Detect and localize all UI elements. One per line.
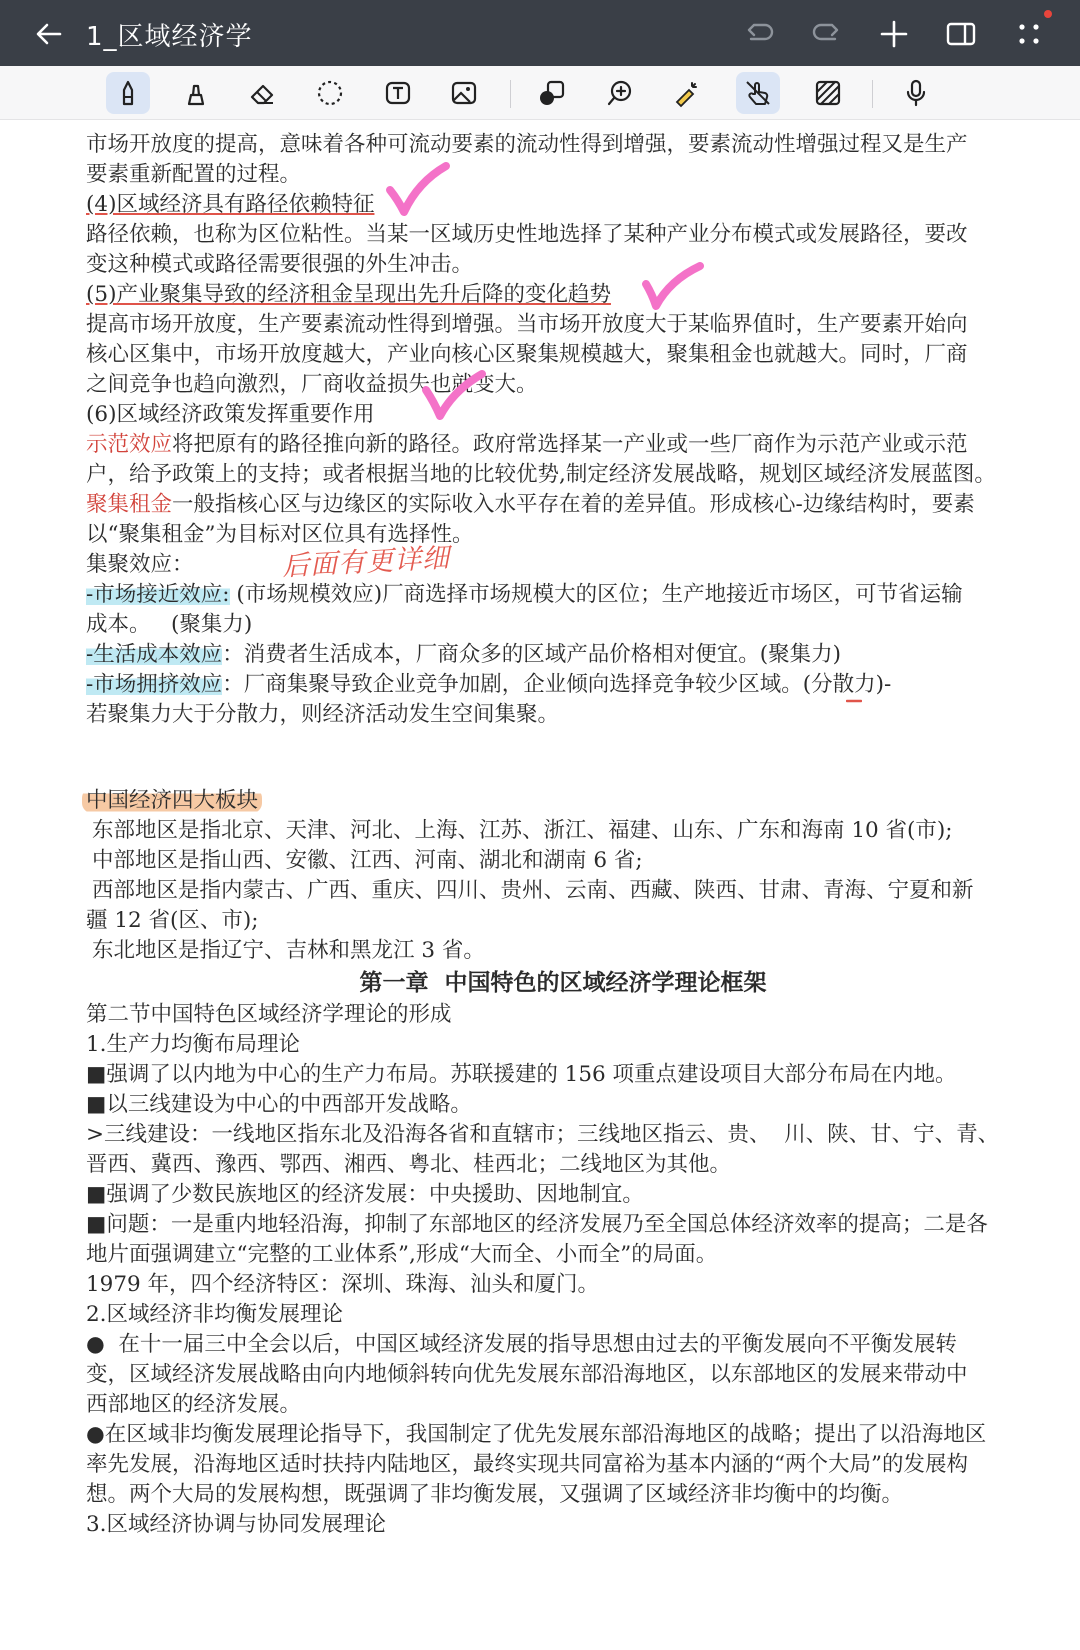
paragraph-line: 西部地区的经济发展。	[86, 1392, 302, 1417]
shapes-icon[interactable]	[530, 72, 574, 114]
bullet-line: ■强调了以内地为中心的生产力布局。苏联援建的 156 项重点建设项目大部分布局在内地。	[86, 1062, 957, 1087]
section-title: 第二节中国特色区域经济学理论的形成	[86, 1002, 452, 1027]
paragraph-line: 要素重新配置的过程。	[86, 162, 302, 187]
paragraph-line: 变，区域经济发展战略由向内地倾斜转向优先发展东部沿海地区，以东部地区的发展来带动中	[86, 1362, 968, 1387]
note-page[interactable]	[86, 130, 1040, 1540]
red-term-demo-effect: 示范效应	[86, 432, 173, 457]
sidebar-panel-icon[interactable]	[944, 17, 978, 51]
paragraph-line: 聚集租金一般指核心区与边缘区的实际收入水平存在着的差异值。形成核心-边缘结构时，要素	[86, 492, 975, 517]
paragraph-line: 中部地区是指山西、安徽、江西、河南、湖北和湖南 6 省;	[92, 848, 643, 873]
app-bar	[0, 0, 1080, 66]
highlighted-term: -生活成本效应	[86, 642, 223, 667]
lasso-icon[interactable]	[308, 72, 352, 114]
spacer	[86, 730, 1040, 786]
paragraph-line: 1979 年，四个经济特区：深圳、珠海、汕头和厦门。	[86, 1272, 600, 1297]
back-arrow-icon[interactable]	[32, 17, 66, 51]
laser-pointer-icon[interactable]	[664, 72, 708, 114]
zoom-icon[interactable]	[598, 72, 642, 114]
paragraph-line: 核心区集中，市场开放度越大，产业向核心区聚集规模越大，聚集租金也就越大。同时，厂商	[86, 342, 968, 367]
bullet-line: ■以三线建设为中心的中西部开发战略。	[86, 1092, 472, 1117]
heading-policy: (6)区域经济政策发挥重要作用	[86, 402, 375, 427]
add-icon[interactable]	[877, 17, 911, 51]
paragraph-line: 以“聚集租金”为目标对区位具有选择性。	[86, 522, 474, 547]
paragraph-line: 市场开放度的提高，意味着各种可流动要素的流动性得到增强，要素流动性增强过程又是生产	[86, 132, 968, 157]
paragraph-line: -市场拥挤效应：厂商集聚导致企业竞争加剧，企业倾向选择竞争较少区域。(分散力)-	[86, 672, 892, 697]
redo-icon[interactable]	[810, 17, 844, 51]
paragraph-line: 成本。 (聚集力)	[86, 612, 253, 637]
highlighter-icon[interactable]	[174, 72, 218, 114]
notification-dot	[1044, 10, 1052, 18]
paragraph-line: 东部地区是指北京、天津、河北、上海、江苏、浙江、福建、山东、广东和海南 10 省(市);	[92, 818, 953, 843]
heading-economic-rent	[86, 280, 1040, 310]
paragraph-line: 东北地区是指辽宁、吉林和黑龙江 3 省。	[92, 938, 485, 963]
underlined-heading: (4)区域经济具有路径依赖特征	[86, 192, 375, 217]
touch-write-icon[interactable]	[736, 72, 780, 114]
bullet-line: ●在区域非均衡发展理论指导下，我国制定了优先发展东部沿海地区的战略；提出了以沿海地区	[86, 1422, 987, 1447]
heading-path-dependence	[86, 190, 1040, 220]
paragraph-line: 地片面强调建立“完整的工业体系”,形成“大而全、小而全”的局面。	[86, 1242, 718, 1267]
bullet-line: ■强调了少数民族地区的经济发展：中央援助、因地制宜。	[86, 1182, 644, 1207]
bullet-line: ■问题：一是重内地轻沿海，抑制了东部地区的经济发展乃至全国总体经济效率的提高；二是各	[86, 1212, 988, 1237]
microphone-icon[interactable]	[894, 72, 938, 114]
paragraph-line: 变这种模式或路径需要很强的外生冲击。	[86, 252, 474, 277]
pattern-icon[interactable]	[806, 72, 850, 114]
paragraph-line: 之间竞争也趋向激烈，厂商收益损失也就变大。	[86, 372, 538, 397]
handwritten-note: 后面有更详细	[281, 542, 451, 583]
paragraph-line: 若聚集力大于分散力，则经济活动发生空间集聚。	[86, 702, 560, 727]
bullet-line: >三线建设：一线地区指东北及沿海各省和直辖市；三线地区指云、贵、 川、陕、甘、宁、青、	[86, 1122, 1000, 1147]
highlighted-term: -市场接近效应:	[86, 582, 230, 607]
paragraph-line: -市场接近效应: (市场规模效应)厂商选择市场规模大的区位；生产地接近市场区，可节省运输	[86, 582, 963, 607]
subsection-title: 2.区域经济非均衡发展理论	[86, 1302, 344, 1327]
red-term-agglomeration-rent: 聚集租金	[86, 492, 173, 517]
image-icon[interactable]	[442, 72, 486, 114]
undo-icon[interactable]	[742, 17, 776, 51]
underlined-heading: (5)产业聚集导致的经济租金呈现出先升后降的变化趋势	[86, 282, 611, 307]
paragraph-line: 西部地区是指内蒙古、广西、重庆、四川、贵州、云南、西藏、陕西、甘肃、青海、宁夏和新	[92, 878, 974, 903]
highlighted-term: -市场拥挤效应	[86, 672, 223, 697]
textbox-icon[interactable]	[376, 72, 420, 114]
paragraph-line: 集聚效应：	[86, 552, 194, 577]
paragraph-line: 晋西、冀西、豫西、鄂西、湘西、粤北、桂西北；二线地区为其他。	[86, 1152, 732, 1177]
chapter-title: 第一章 中国特色的区域经济学理论框架	[359, 969, 767, 996]
more-icon[interactable]	[1012, 17, 1046, 51]
document-title: 1_区域经济学	[86, 22, 253, 52]
paragraph-line: 示范效应将把原有的路径推向新的路径。政府常选择某一产业或一些厂商作为示范产业或示范	[86, 432, 968, 457]
toolbar-divider	[872, 80, 873, 108]
paragraph-line: 疆 12 省(区、市);	[86, 908, 259, 933]
section-heading-four-regions	[86, 786, 1040, 816]
paragraph-line: 户，给予政策上的支持；或者根据当地的比较优势,制定经济发展战略，规划区域经济发展蓝图。	[86, 462, 996, 487]
eraser-icon[interactable]	[240, 72, 284, 114]
subsection-title: 3.区域经济协调与协同发展理论	[86, 1512, 387, 1537]
toolbar-divider	[510, 80, 511, 108]
paragraph-line: 提高市场开放度，生产要素流动性得到增强。当市场开放度大于某临界值时，生产要素开始向	[86, 312, 968, 337]
paragraph-line: 想。两个大局的发展构想，既强调了非均衡发展，又强调了区域经济非均衡中的均衡。	[86, 1482, 904, 1507]
bullet-line: ● 在十一届三中全会以后，中国区域经济发展的指导思想由过去的平衡发展向不平衡发展转	[86, 1332, 957, 1357]
paragraph-line: -生活成本效应：消费者生活成本，厂商众多的区域产品价格相对便宜。(聚集力)	[86, 642, 842, 667]
pen-icon[interactable]	[106, 72, 150, 114]
paragraph-line: 路径依赖，也称为区位粘性。当某一区域历史性地选择了某种产业分布模式或发展路径，要改	[86, 222, 968, 247]
paragraph-line: 率先发展，沿海地区适时扶持内陆地区，最终实现共同富裕为基本内涵的“两个大局”的发展构	[86, 1452, 968, 1477]
highlighted-heading: 中国经济四大板块	[82, 788, 262, 813]
subsection-title: 1.生产力均衡布局理论	[86, 1032, 301, 1057]
tool-bar	[0, 66, 1080, 120]
